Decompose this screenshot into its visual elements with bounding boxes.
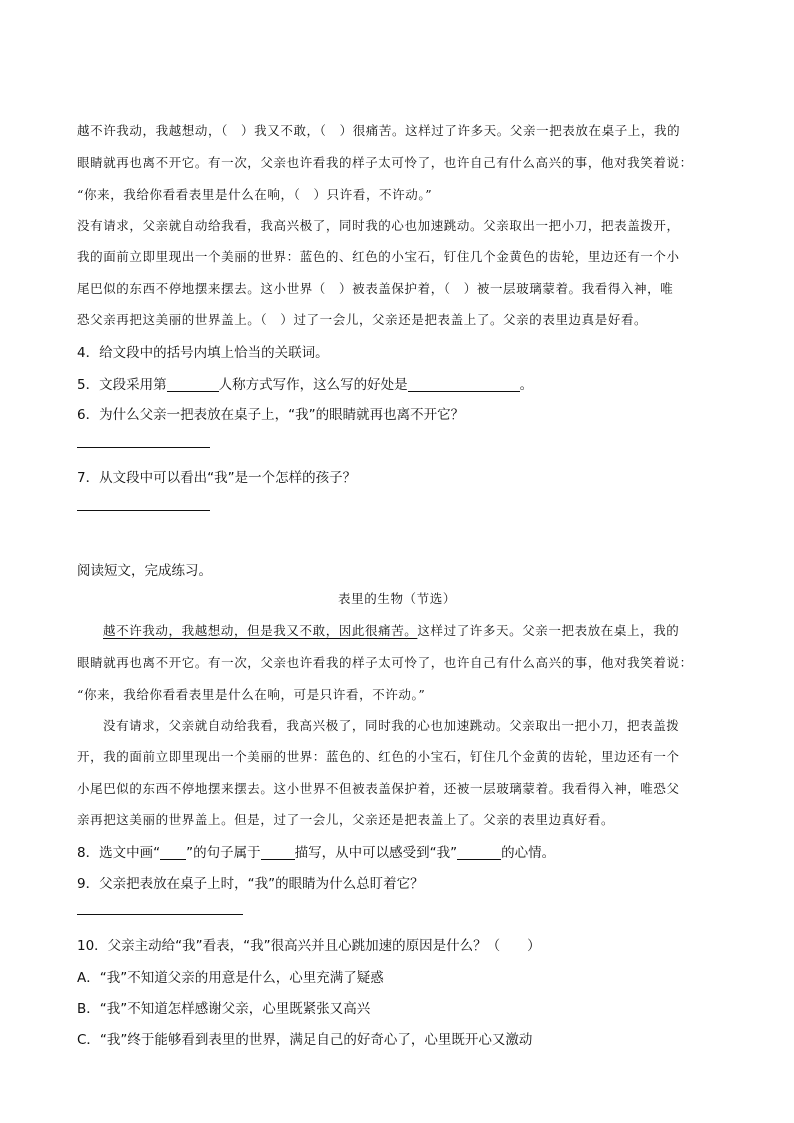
passage2-line-4: 没有请求，父亲就自动给我看，我高兴极了，同时我的心也加速跳动。父亲取出一把小刀，把表盖拨 [103, 718, 680, 733]
passage2-line-7: 亲再把这美丽的世界盖上。但是，过了一会儿，父亲还是把表盖上了。父亲的表里边真好看。 [77, 812, 615, 827]
question-5-blank-person[interactable] [167, 378, 219, 392]
question-8-blank-feeling[interactable] [457, 846, 501, 860]
question-10: 10．父亲主动给“我”看表，“我”很高兴并且心跳加速的原因是什么？（ ） [77, 938, 541, 954]
question-6-answer-line[interactable] [77, 447, 210, 448]
question-9: 9．父亲把表放在桌子上时，“我”的眼睛为什么总盯着它？ [77, 876, 424, 892]
question-4: 4．给文段中的括号内填上恰当的关联词。 [77, 345, 329, 361]
question-5 [77, 373, 533, 393]
underlined-sentence: 越不许我动，我越想动，但是我又不敢，因此很痛苦。 [103, 623, 418, 638]
question-10-option-b[interactable]: B．“我”不知道怎样感谢父亲，心里既紧张又高兴 [77, 1001, 371, 1017]
question-5-text-a: 5．文段采用第 [77, 377, 167, 393]
passage1-line-6: 尾巴似的东西不停地摆来摆去。这小世界（ ）被表盖保护着，（ ）被一层玻璃蒙着。我看得入神，唯 [77, 281, 674, 296]
passage1-line-5: 我的面前立即里现出一个美丽的世界：蓝色的、红色的小宝石，钉住几个金黄色的齿轮，里边还有一个小 [77, 249, 680, 264]
passage1-line-7: 恐父亲再把这美丽的世界盖上。（ ）过了一会儿，父亲还是把表盖上了。父亲的表里边真是好看。 [77, 312, 648, 327]
passage1-line-1: 越不许我动，我越想动，（ ）我又不敢，（ ）很痛苦。这样过了许多天。父亲一把表放在桌子上，我的 [77, 123, 681, 138]
question-8-text-d: 的心情。 [501, 845, 556, 861]
question-8-text-b: ”的句子属于 [186, 845, 261, 861]
question-8 [77, 841, 555, 861]
passage1-line-3: “你来，我给你看看表里是什么在响，（ ）只许看，不许动。” [77, 187, 433, 202]
passage-title: 表里的生物（节选） [338, 591, 456, 606]
question-8-blank-type[interactable] [261, 846, 295, 860]
question-5-blank-benefit[interactable] [408, 378, 520, 392]
passage1-line-4: 没有请求，父亲就自动给我看，我高兴极了，同时我的心也加速跳动。父亲取出一把小刀，把表盖拨开， [77, 218, 680, 233]
passage1-line-2: 眼睛就再也离不开它。有一次，父亲也许看我的样子太可怜了，也许自己有什么高兴的事，他对我笑着说： [77, 155, 693, 170]
reading-instruction: 阅读短文，完成练习。 [77, 563, 212, 579]
question-6: 6．为什么父亲一把表放在桌子上，“我”的眼睛就再也离不开它？ [77, 407, 465, 423]
question-8-blank-mark[interactable] [160, 846, 186, 860]
question-7-answer-line[interactable] [77, 510, 210, 511]
passage2-line-6: 小尾巴似的东西不停地摆来摆去。这小世界不但被表盖保护着，还被一层玻璃蒙着。我看得入神，唯恐父 [77, 781, 680, 796]
question-9-answer-line[interactable] [77, 914, 243, 915]
question-5-text-b: 人称方式写作，这么写的好处是 [218, 377, 408, 393]
passage2-line-1-rest: 这样过了许多天。父亲一把表放在桌上，我的 [417, 623, 680, 638]
passage2-line-2: 眼睛就再也离不开它。有一次，父亲也许看我的样子太可怜了，也许自己有什么高兴的事，他对我笑着说： [77, 655, 693, 670]
question-5-text-c: 。 [519, 377, 534, 393]
question-8-text-c: 描写，从中可以感受到“我” [294, 845, 458, 861]
question-10-option-c[interactable]: C．“我”终于能够看到表里的世界，满足自己的好奇心了，心里既开心又激动 [77, 1032, 533, 1048]
passage2-line-1 [103, 621, 679, 639]
passage2-line-3: “你来，我给你看看表里是什么在响，可是只许看，不许动。” [77, 687, 426, 702]
question-7: 7．从文段中可以看出“我”是一个怎样的孩子？ [77, 470, 357, 486]
question-8-text-a: 8．选文中画“ [77, 845, 161, 861]
question-10-option-a[interactable]: A．“我”不知道父亲的用意是什么，心里充满了疑惑 [77, 970, 384, 986]
passage2-line-5: 开，我的面前立即里现出一个美丽的世界：蓝色的、红色的小宝石，钉住几个金黄的齿轮，里边还有一个 [77, 749, 680, 764]
